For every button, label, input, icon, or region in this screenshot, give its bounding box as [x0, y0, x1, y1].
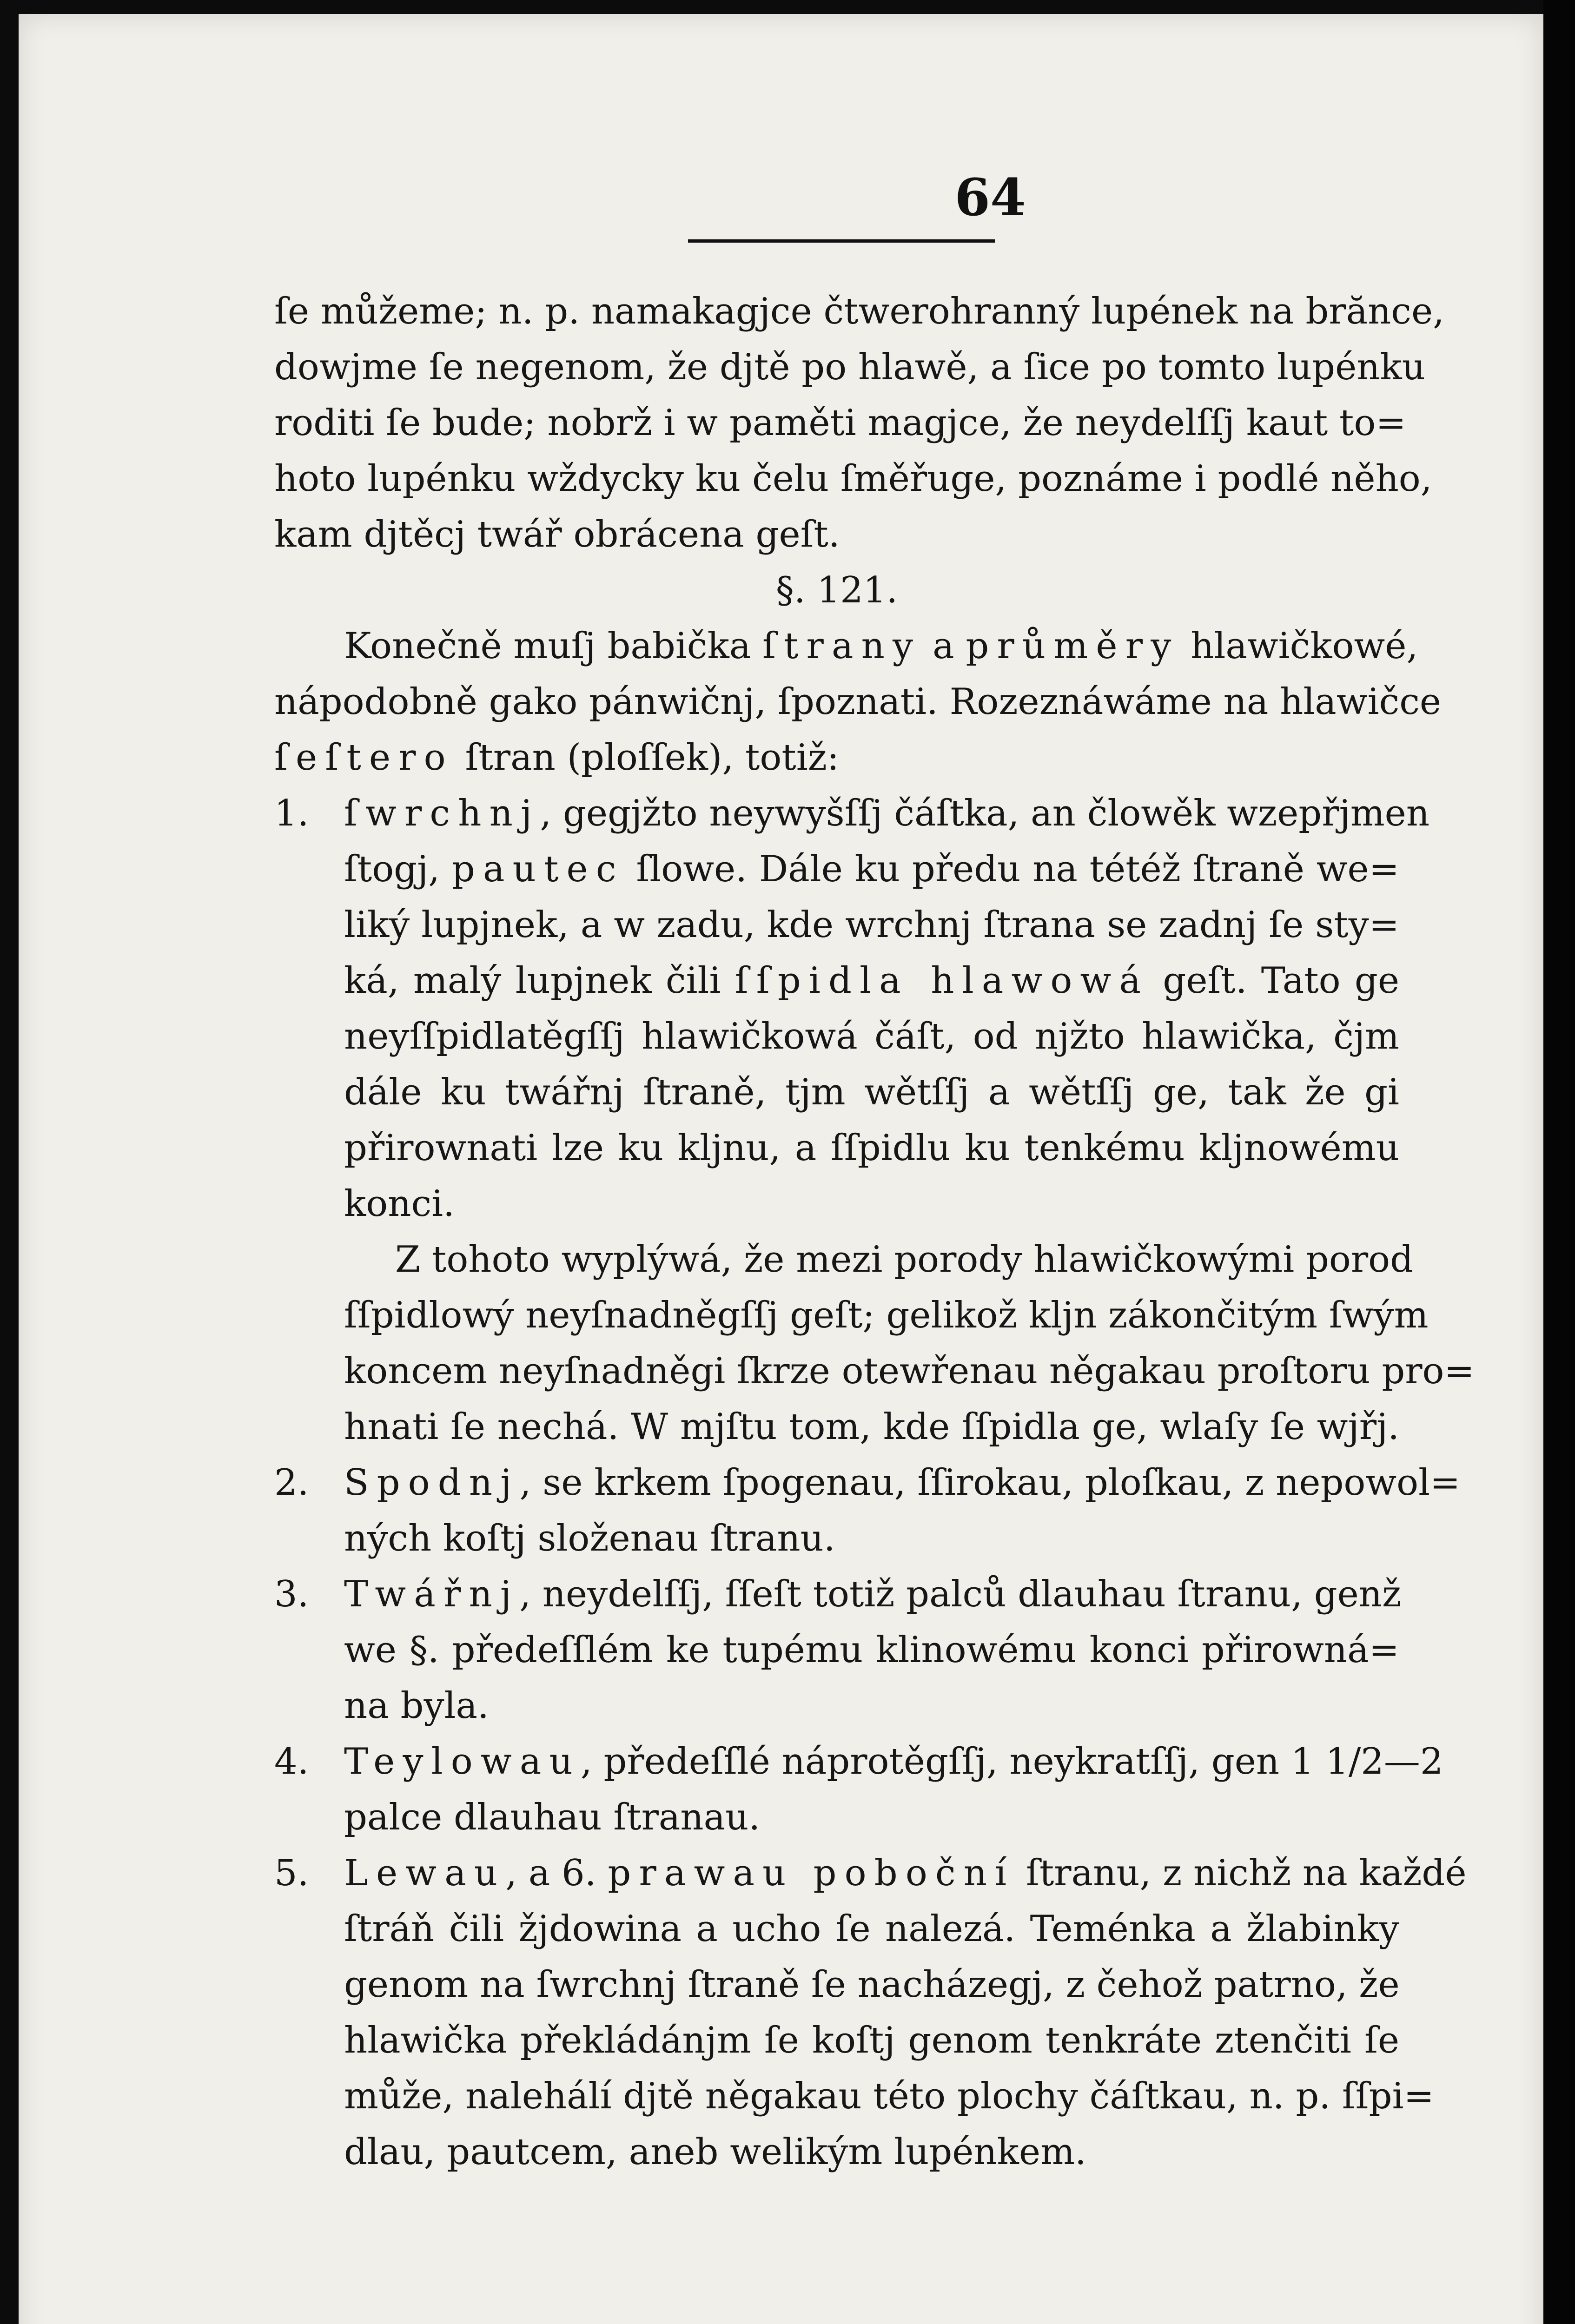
header-rule — [688, 239, 995, 243]
text-line: palce dlauhau ſtranau. — [344, 1796, 761, 1838]
scan-edge — [1543, 0, 1575, 2324]
text-line: kam djtěcj twář obrácena geſt. — [274, 514, 840, 555]
text-line: Z tohoto wyplýwá, že mezi porody hlawičkowými porod — [395, 1239, 1414, 1281]
text-line: hlawička překládánjm ſe koſtj genom tenkráte ztenčiti ſe — [344, 2020, 1399, 2061]
text-line: we §. předeſſlém ke tupému klinowému konci přirowná= — [344, 1629, 1399, 1671]
text-line: neyſſpidlatěgſſj hlawičkowá čáſt, od njžto hlawička, čjm — [344, 1016, 1399, 1057]
text-line: koncem neyſnadněgi ſkrze otewřenau něgakau proſtoru pro= — [344, 1350, 1475, 1392]
text-line: dále ku twářnj ſtraně, tjm wětſſj a wětſſj ge, tak že gi — [344, 1071, 1399, 1113]
text-line: liký lupjnek, a w zadu, kde wrchnj ſtrana se zadnj ſe sty= — [344, 904, 1399, 946]
text-line: ſtogj, pautec ſlowe. Dále ku předu na tétéž ſtraně we= — [344, 848, 1399, 890]
text-line: dlau, pautcem, aneb welikým lupénkem. — [344, 2131, 1086, 2173]
text-line: přirownati lze ku kljnu, a ſſpidlu ku tenkému kljnowému — [344, 1127, 1399, 1169]
text-line: ká, malý lupjnek čili ſſpidla hlawowá geſt. Tato ge — [344, 960, 1399, 1002]
list-item: 1. ſwrchnj, gegjžto neywyšſſj čáſtka, an člowěk wzepřjmen — [274, 792, 1430, 834]
text-line: hoto lupénku wždycky ku čelu ſměřuge, poznáme i podlé něho, — [274, 458, 1432, 500]
text-line: dowjme ſe negenom, že djtě po hlawě, a ſice po tomto lupénku — [274, 346, 1425, 388]
text-line: může, nalehálí djtě něgakau této plochy čáſtkau, n. p. ſſpi= — [344, 2075, 1434, 2117]
list-item: 2. Spodnj, se krkem ſpogenau, ſſirokau, ploſkau, z nepowol= — [274, 1462, 1461, 1504]
text-line: na byla. — [344, 1685, 489, 1727]
list-item: 5. Lewau, a 6. prawau poboční ſtranu, z nichž na každé — [274, 1852, 1467, 1894]
text-line: ſtráň čili žjdowina a ucho ſe nalezá. Teménka a žlabinky — [344, 1908, 1399, 1950]
text-line: ných koſtj složenau ſtranu. — [344, 1518, 835, 1559]
list-item: 4. Teylowau, předeſſlé náprotěgſſj, neykratſſj, gen 1 1/2—2 — [274, 1741, 1443, 1783]
text-line: Konečně muſj babička ſtrany a průměry hlawičkowé, — [344, 625, 1418, 667]
text-line: roditi ſe bude; nobrž i w paměti magjce, že neydelſſj kaut to= — [274, 402, 1406, 444]
page-body — [274, 284, 1475, 2180]
text-line: genom na ſwrchnj ſtraně ſe nacházegj, z čehož patrno, že — [344, 1964, 1400, 2006]
section-heading: §. 121. — [775, 569, 898, 611]
text-line: ſeſtero ſtran (ploſſek), totiž: — [274, 737, 840, 779]
text-line: konci. — [344, 1183, 455, 1225]
list-item: 3. Twářnj, neydelſſj, ſſeſt totiž palců dlauhau ſtranu, genž — [274, 1573, 1402, 1615]
text-line: nápodobně gako pánwičnj, ſpoznati. Rozeznáwáme na hlawičce — [274, 681, 1442, 723]
text-line: hnati ſe nechá. W mjſtu tom, kde ſſpidla ge, wlaſy ſe wjřj. — [344, 1406, 1399, 1448]
text-line: ſſpidlowý neyſnadněgſſj geſt; gelikož kljn zákončitým ſwým — [344, 1294, 1429, 1336]
text-line: ſe můžeme; n. p. namakagjce čtwerohranný lupének na brănce, — [274, 290, 1444, 332]
page-number: 64 — [954, 167, 1026, 227]
